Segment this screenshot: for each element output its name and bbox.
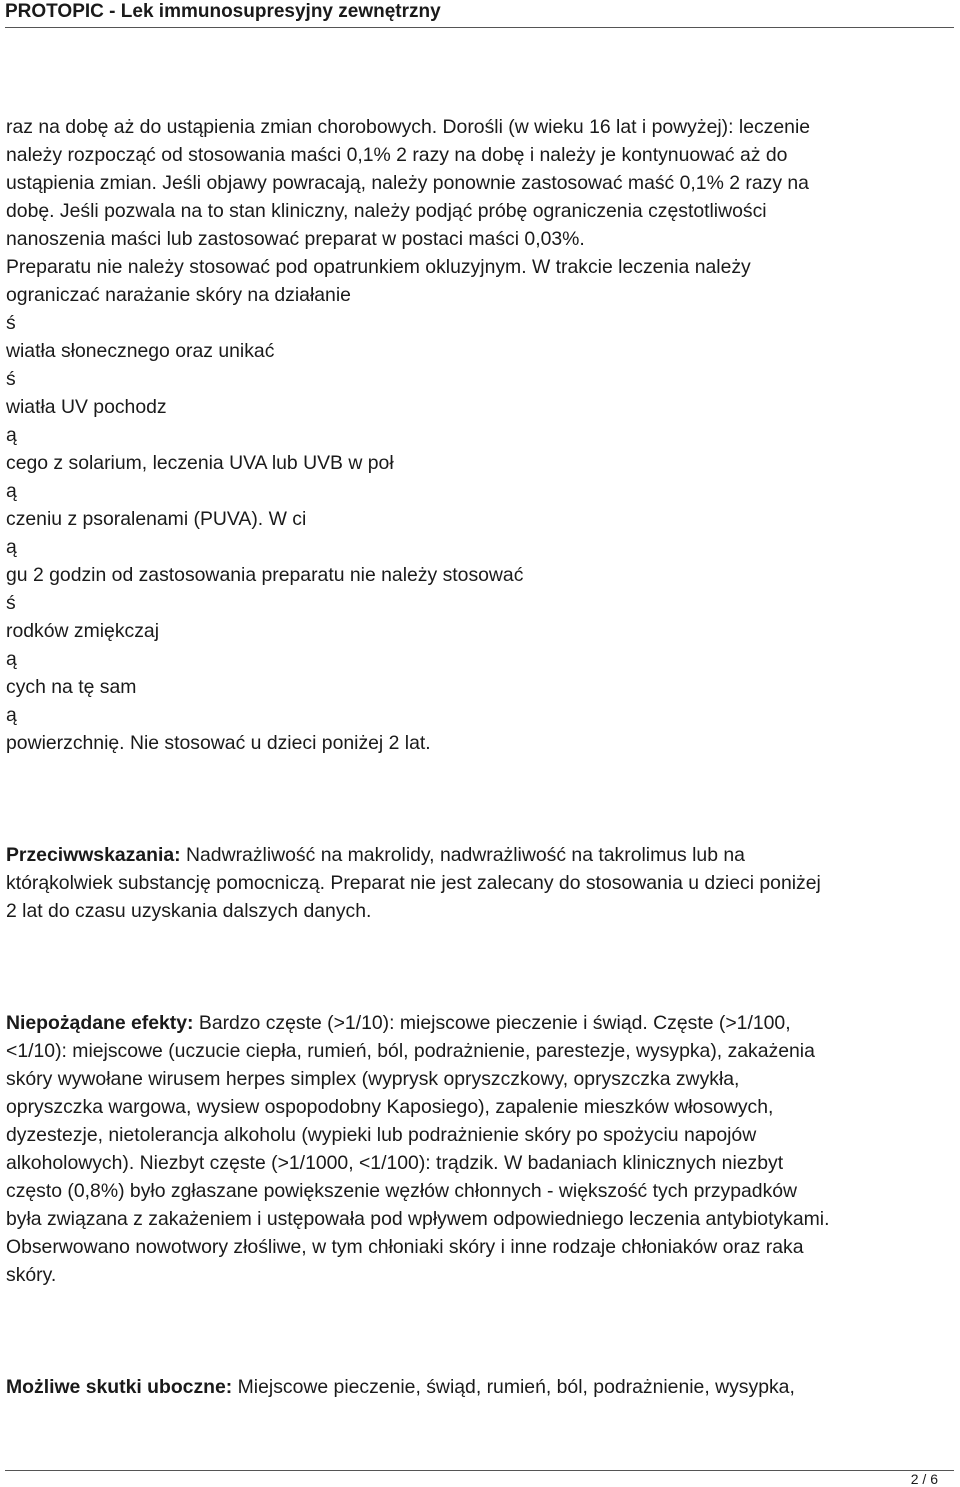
text-line: wiatła słonecznego oraz unikać (6, 340, 275, 362)
text-line: dyzestezje, nietolerancja alkoholu (wypieki lub podrażnienie skóry po spożyciu napojów (6, 1124, 757, 1146)
contraindications-text: Nadwrażliwość na makrolidy, nadwrażliwość na takrolimus lub na (180, 844, 745, 866)
dosage-paragraph (6, 113, 958, 757)
contraindications-label: Przeciwwskazania: (6, 844, 181, 866)
text-line: powierzchnię. Nie stosować u dzieci poniżej 2 lat. (6, 732, 431, 754)
text-line: ą (6, 480, 17, 502)
side-effects-paragraph (6, 1373, 958, 1401)
text-line: ą (6, 704, 17, 726)
text-line: była związana z zakażeniem i ustępowała pod wpływem odpowiedniego leczenia antybiotykami. (6, 1208, 830, 1230)
text-line: ograniczać narażanie skóry na działanie (6, 284, 351, 306)
text-line: wiatła UV pochodz (6, 396, 167, 418)
text-line (6, 841, 958, 869)
text-line: cych na tę sam (6, 676, 137, 698)
text-line: nanoszenia maści lub zastosować preparat w postaci maści 0,03%. (6, 228, 585, 250)
text-line: 2 lat do czasu uzyskania dalszych danych. (6, 900, 372, 922)
text-line: ą (6, 536, 17, 558)
text-line: alkoholowych). Niezbyt częste (>1/1000, <1/100): trądzik. W badaniach klinicznych niezbyt (6, 1152, 784, 1174)
text-line: ś (6, 592, 16, 614)
text-line (6, 1373, 958, 1401)
text-line: dobę. Jeśli pozwala na to stan kliniczny, należy podjąć próbę ograniczenia częstotliwości (6, 200, 767, 222)
adverse-effects-label: Niepożądane efekty: (6, 1012, 194, 1034)
adverse-effects-paragraph (6, 1009, 958, 1289)
text-line: rodków zmiękczaj (6, 620, 160, 642)
text-line: ą (6, 648, 17, 670)
text-line: Preparatu nie należy stosować pod opatrunkiem okluzyjnym. W trakcie leczenia należy (6, 256, 751, 278)
text-line: ą (6, 424, 17, 446)
text-line: którąkolwiek substancję pomocniczą. Preparat nie jest zalecany do stosowania u dzieci poniżej (6, 872, 821, 894)
text-line: opryszczka wargowa, wysiew ospopodobny Kaposiego), zapalenie mieszków włosowych, (6, 1096, 774, 1118)
text-line: cego z solarium, leczenia UVA lub UVB w poł (6, 452, 394, 474)
text-line: często (0,8%) było zgłaszane powiększenie węzłów chłonnych - większość tych przypadków (6, 1180, 798, 1202)
text-line: <1/10): miejscowe (uczucie ciepła, rumień, ból, podrażnienie, parestezje, wysypka), zakażenia (6, 1040, 815, 1062)
text-line: ś (6, 368, 16, 390)
side-effects-label: Możliwe skutki uboczne: (6, 1376, 233, 1398)
header-divider (5, 27, 954, 28)
contraindications-paragraph (6, 841, 958, 925)
text-line: Obserwowano nowotwory złośliwe, w tym chłoniaki skóry i inne rodzaje chłoniaków oraz raka (6, 1236, 804, 1258)
side-effects-text: Miejscowe pieczenie, świąd, rumień, ból, podrażnienie, wysypka, (232, 1376, 795, 1398)
page-number: 2 / 6 (910, 1471, 938, 1487)
text-line: skóry wywołane wirusem herpes simplex (wyprysk opryszczkowy, opryszczka zwykła, (6, 1068, 740, 1090)
text-line: należy rozpocząć od stosowania maści 0,1% 2 razy na dobę i należy je kontynuować aż do (6, 144, 788, 166)
text-line: skóry. (6, 1264, 57, 1286)
text-line: czeniu z psoralenami (PUVA). W ci (6, 508, 307, 530)
adverse-effects-text: Bardzo częste (>1/10): miejscowe pieczenie i świąd. Częste (>1/100, (193, 1012, 791, 1034)
text-line: ś (6, 312, 16, 334)
text-line: raz na dobę aż do ustąpienia zmian chorobowych. Dorośli (w wieku 16 lat i powyżej): leczenie (6, 116, 811, 138)
text-line (6, 1009, 958, 1037)
page-title: PROTOPIC - Lek immunosupresyjny zewnętrzny (5, 1, 441, 22)
footer-divider (5, 1470, 954, 1471)
text-line: gu 2 godzin od zastosowania preparatu nie należy stosować (6, 564, 524, 586)
text-line: ustąpienia zmian. Jeśli objawy powracają, należy ponownie zastosować maść 0,1% 2 razy na (6, 172, 809, 194)
